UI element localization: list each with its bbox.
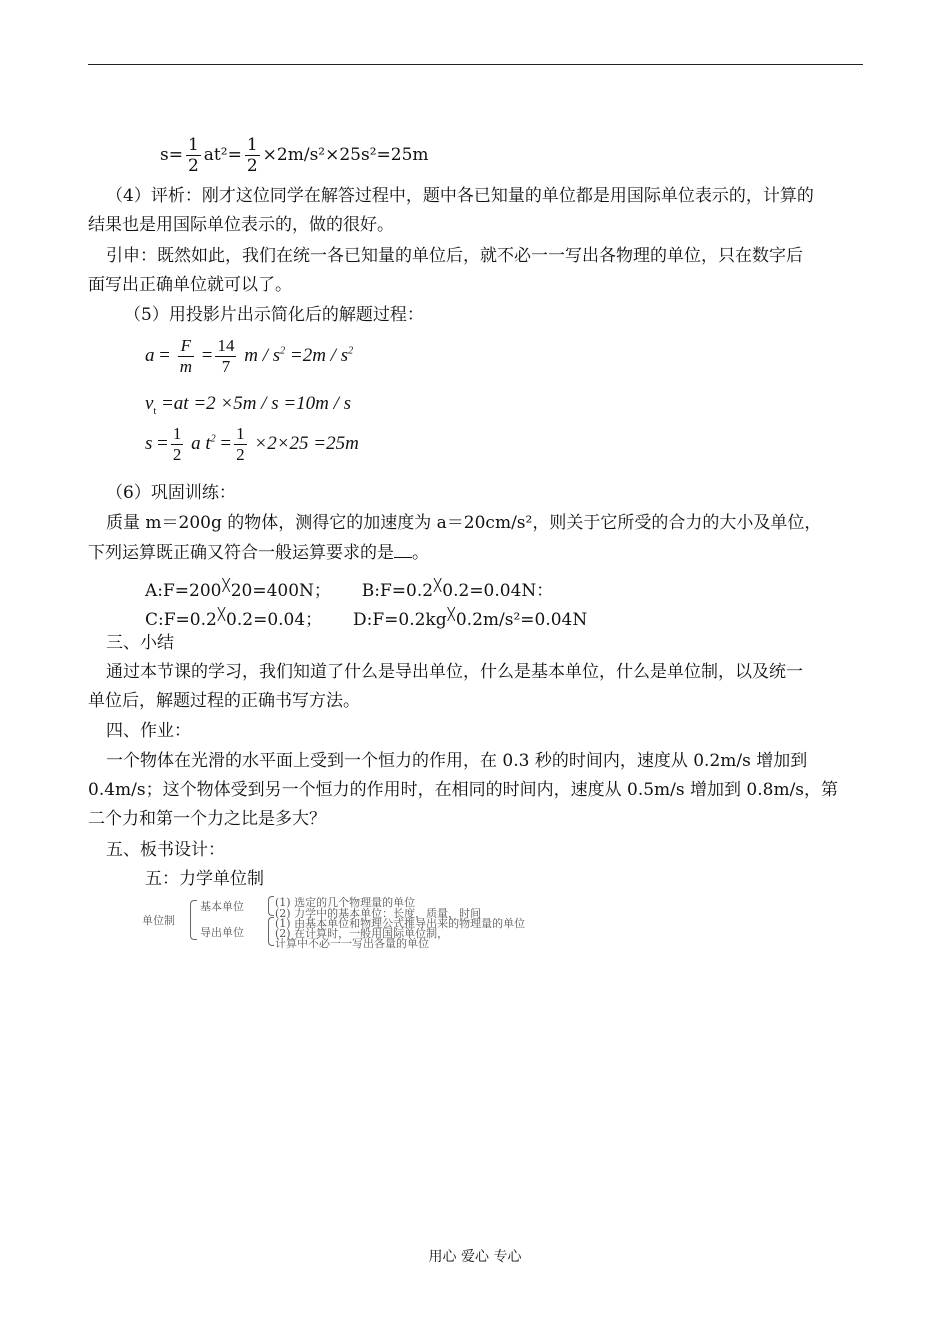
board-derived: 导出单位 bbox=[200, 926, 244, 939]
equation-acceleration: a = $\frac{F}{m}$ = $\frac{14}{7}$ $m / s^2 =2m / s^2$ bbox=[145, 336, 354, 376]
paragraph-lead-line2: 面写出正确单位就可以了。 bbox=[88, 275, 292, 295]
answer-blank bbox=[394, 543, 412, 558]
board-base-brace bbox=[268, 896, 274, 916]
times-mark-icon: ╳ bbox=[222, 578, 230, 592]
board-title: 五：力学单位制 bbox=[145, 869, 264, 889]
paragraph-lead-line1: 引申：既然如此，我们在统一各已知量的单位后，就不必一一写出各物理的单位，只在数字后 bbox=[106, 246, 803, 266]
board-derived-item-3: 计算中不必一一写出各量的单位 bbox=[275, 937, 429, 950]
options-cd bbox=[145, 603, 587, 631]
board-base-item-1: (1) 选定的几个物理量的单位 bbox=[275, 896, 416, 909]
question-line1: 质量 m＝200g 的物体，测得它的加速度为 a＝20cm/s²，则关于它所受的合力的大小及单位， bbox=[106, 513, 822, 533]
paragraph-p4-line1: （4）评析：刚才这位同学在解答过程中，题中各已知量的单位都是用国际单位表示的，计算的 bbox=[106, 186, 814, 206]
board-root-brace bbox=[190, 900, 197, 940]
board-root: 单位制 bbox=[142, 914, 175, 927]
paragraph-p5: （5）用投影片出示简化后的解题过程： bbox=[124, 305, 424, 325]
equation-velocity: $v_t =at =2 \times 5m / s =10m / s$ bbox=[145, 393, 352, 417]
options-ab bbox=[145, 574, 553, 602]
board-derived-item-1: (1) 由基本单位和物理公式推导出来的物理量的单位 bbox=[275, 917, 526, 930]
section-summary-heading: 三、小结 bbox=[106, 633, 174, 653]
fraction-half-eq3: $\frac{1}{2}$ bbox=[172, 424, 182, 464]
times-mark-icon: ╳ bbox=[434, 578, 442, 592]
page-footer: 用心 爱心 专心 bbox=[428, 1249, 522, 1265]
formula-lhs: s= bbox=[160, 145, 183, 165]
fraction-half: $\frac{1}{2}$ bbox=[187, 135, 199, 176]
equation-displacement: s = $\frac{1}{2}$ a $t^2$ = $\frac{1}{2}$ ×2×25 =25m bbox=[145, 424, 359, 464]
option-b: B:F=0.2╳0.2=0.04N： bbox=[362, 581, 554, 601]
board-base: 基本单位 bbox=[200, 900, 244, 913]
section-board-heading: 五、板书设计： bbox=[106, 840, 225, 860]
option-d: D:F=0.2kg╳0.2m/s²=0.04N bbox=[353, 610, 587, 630]
formula-s-computation bbox=[160, 135, 429, 176]
board-design-diagram bbox=[140, 894, 680, 950]
question-line2: 下列运算既正确又符合一般运算要求的是 。 bbox=[88, 543, 429, 563]
board-derived-brace bbox=[268, 917, 274, 946]
board-derived-item-2: (2) 在计算时，一般用国际单位制， bbox=[275, 927, 449, 940]
homework-line3: 二个力和第一个力之比是多大？ bbox=[88, 809, 326, 829]
summary-line1: 通过本节课的学习，我们知道了什么是导出单位，什么是基本单位，什么是单位制，以及统一 bbox=[106, 662, 803, 682]
paragraph-p6: （6）巩固训练： bbox=[106, 483, 236, 503]
homework-line1: 一个物体在光滑的水平面上受到一个恒力的作用，在 0.3 秒的时间内，速度从 0.2m/s 增加到 bbox=[106, 751, 808, 771]
homework-line2: 0.4m/s；这个物体受到另一个恒力的作用时，在相同的时间内，速度从 0.5m/s 增加到 0.8m/s，第 bbox=[88, 780, 839, 800]
times-mark-icon: ╳ bbox=[217, 607, 226, 621]
option-a: A:F=200╳20=400N； bbox=[145, 581, 331, 601]
fraction-half-2: $\frac{1}{2}$ bbox=[246, 135, 258, 176]
formula-mid: at²= bbox=[203, 145, 242, 165]
section-homework-heading: 四、作业： bbox=[106, 721, 191, 741]
formula-rhs: ×2m/s²×25s²=25m bbox=[262, 145, 429, 165]
fraction-14-over-7: $\frac{14}{7}$ bbox=[217, 336, 235, 376]
fraction-f-over-m: $\frac{F}{m}$ bbox=[179, 336, 192, 376]
option-c: C:F=0.2╳0.2=0.04； bbox=[145, 610, 322, 630]
board-base-item-2: (2) 力学中的基本单位：长度，质量，时间 bbox=[275, 907, 482, 920]
summary-line2: 单位后，解题过程的正确书写方法。 bbox=[88, 691, 360, 711]
paragraph-p4-line2: 结果也是用国际单位表示的，做的很好。 bbox=[88, 215, 394, 235]
times-mark-icon: ╳ bbox=[447, 607, 455, 621]
header-rule bbox=[88, 64, 863, 65]
fraction-half-eq3b: $\frac{1}{2}$ bbox=[236, 424, 245, 464]
